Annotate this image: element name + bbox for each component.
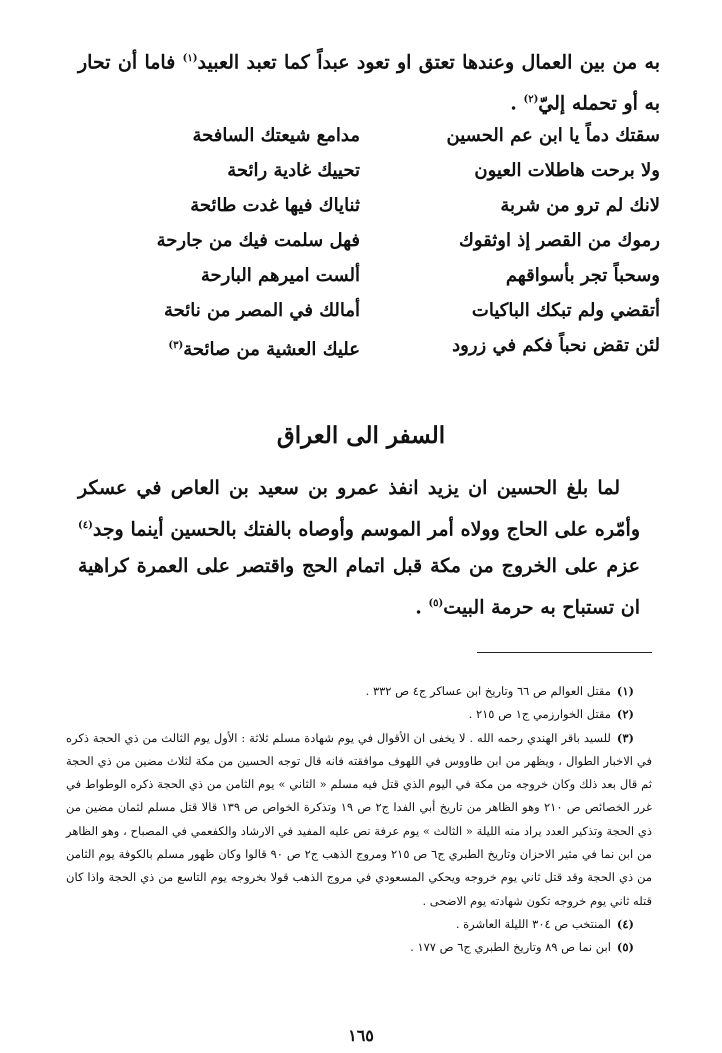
footnote-ref-4[interactable]: (٤): [78, 520, 93, 531]
verse-second-hemistich: ألست اميرهم البارحة: [200, 265, 360, 286]
intro-end: .: [510, 92, 524, 115]
footnote-ref-3[interactable]: (٣): [168, 340, 184, 351]
footnote-number: (٣): [616, 730, 634, 745]
footnote-text: المنتخب ص ٣٠٤ الليلة العاشرة .: [455, 916, 611, 931]
verse-second-hemistich: فهل سلمت فيك من جارحة: [156, 230, 360, 251]
poem-verse: [100, 118, 660, 153]
footnote-ref-2[interactable]: (٢): [523, 94, 539, 106]
verse-second-hemistich: تحييك غادية رائحة: [227, 160, 360, 181]
verse-second-hemistich: [100, 328, 360, 363]
verse-first-hemistich: لانك لم ترو من شربة: [500, 195, 660, 216]
body-end: .: [415, 596, 429, 619]
footnote-text: مقتل الخوارزمي ج١ ص ٢١٥ .: [468, 707, 611, 722]
body-text-2: عزم على الخروج من مكة قبل اتمام الحج واقتصر على العمرة كراهية ان تستباح به حرمة البيت: [78, 555, 640, 619]
verse-second-hemistich: مدامع شيعتك السافحة: [192, 125, 360, 146]
verse-first-hemistich: وسحباً تجر بأسواقهم: [505, 265, 660, 286]
verse-first-hemistich: ولا برحت هاطلات العيون: [474, 160, 660, 181]
footnote-number: (٥): [616, 940, 634, 955]
body-text: لما بلغ الحسين ان يزيد انفذ عمرو بن سعيد بن العاص في عسكر وأمّره على الحاج وولاه أمر الموسم وأوصاه بالفتك بالحسين أينما وجد: [78, 477, 640, 541]
verse-first-hemistich: أتقضي ولم تبكك الباكيات: [471, 300, 660, 321]
footnote-ref-5[interactable]: (٥): [428, 598, 444, 610]
verse-second-hemistich: أمالك في المصر من نائحة: [163, 300, 360, 321]
poem-verse: [100, 258, 660, 293]
footnote: [66, 727, 652, 913]
verse-first-hemistich: رموك من القصر إذ اوثقوك: [459, 230, 660, 251]
section-heading: السفر الى العراق: [276, 422, 446, 449]
footnote: [66, 936, 652, 959]
intro-text-2: فاما أن تحار به أو تحمله إليّ: [78, 51, 660, 115]
footnote: [66, 703, 652, 726]
body-paragraph: [78, 470, 640, 627]
poem-verse: [100, 153, 660, 188]
footnote-text: ابن نما ص ٨٩ وتاريخ الطبري ج٦ ص ١٧٧ .: [410, 940, 611, 955]
footnote-number: (١): [616, 684, 634, 698]
footnote: [66, 680, 652, 703]
intro-text: به من بين العمال وعندها تعتق او تعود عبداً كما تعبد العبيد: [197, 51, 660, 74]
verse-second-hemistich: ثناياك فيها غدت طائحة: [190, 195, 360, 216]
footnotes: [66, 680, 652, 960]
intro-paragraph: [78, 40, 660, 123]
page-number: ١٦٥: [348, 1026, 374, 1045]
footnote-number: (٤): [616, 916, 634, 931]
verse-first-hemistich: لئن تقض نحباً فكم في زرود: [452, 335, 660, 356]
footnote-number: (٢): [616, 707, 634, 722]
footnote-text: مقتل العوالم ص ٦٦ وتاريخ ابن عساكر ج٤ ص ٣٣٢ .: [365, 684, 611, 698]
poem-verse: [100, 293, 660, 328]
footnote-ref-1[interactable]: (١): [182, 53, 198, 64]
poem: [100, 118, 660, 363]
footnote: [66, 913, 652, 936]
poem-verse: [100, 188, 660, 223]
verse-text: عليك العشية من صائحة: [183, 339, 360, 360]
footnote-text: للسيد باقر الهندي رحمه الله . لا يخفى ان الأقوال في يوم شهادة مسلم ثلاثة : الأول يوم الثالث من ذي الحجة ذكره في الاخبار الطوال ، ويظهر من ابن طاووس في اللهوف موافقته فانه قال توجه الحسين من مكة لثلاث مضين من ذي الحجة ثم قال بعد ذلك وكان خروجه من مكة في اليوم الذي قتل فيه مسلم « الثاني » يوم الثامن من ذي الحجة ذكره الوطواط في غرر الخصائص ص ٢١٠ وهو الظاهر من تاريخ أبي الفدا ج٢ ص ١٩ وتذكرة الخواص ص ١٣٩ قالا قتل مسلم لثمان مضين من ذي الحجة وتذكير العدد يراد منه الليلة « الثالث » يوم عرفة نص عليه المفيد في الارشاد والكفعمي في المصباح ، وهو الظاهر من ابن نما في مثير الاحزان وتاريخ الطبري ج٦ ص ٢١٥ ومروج الذهب ج٢ ص ٩٠ قالوا وكان ظهور مسلم بالكوفة يوم الثامن من ذي الحجة وقد قتل ثاني يوم خروجه ويحكي المسعودي في مروج الذهب قولا بخروجه يوم التاسع من ذي الحجة واذا كان قتله ثاني يوم خروجه تكون شهادته يوم الاضحى .: [66, 730, 652, 908]
poem-verse: [100, 223, 660, 258]
verse-first-hemistich: سقتك دماً يا ابن عم الحسين: [446, 125, 660, 146]
footnote-divider: [477, 652, 652, 653]
poem-verse: [100, 328, 660, 363]
